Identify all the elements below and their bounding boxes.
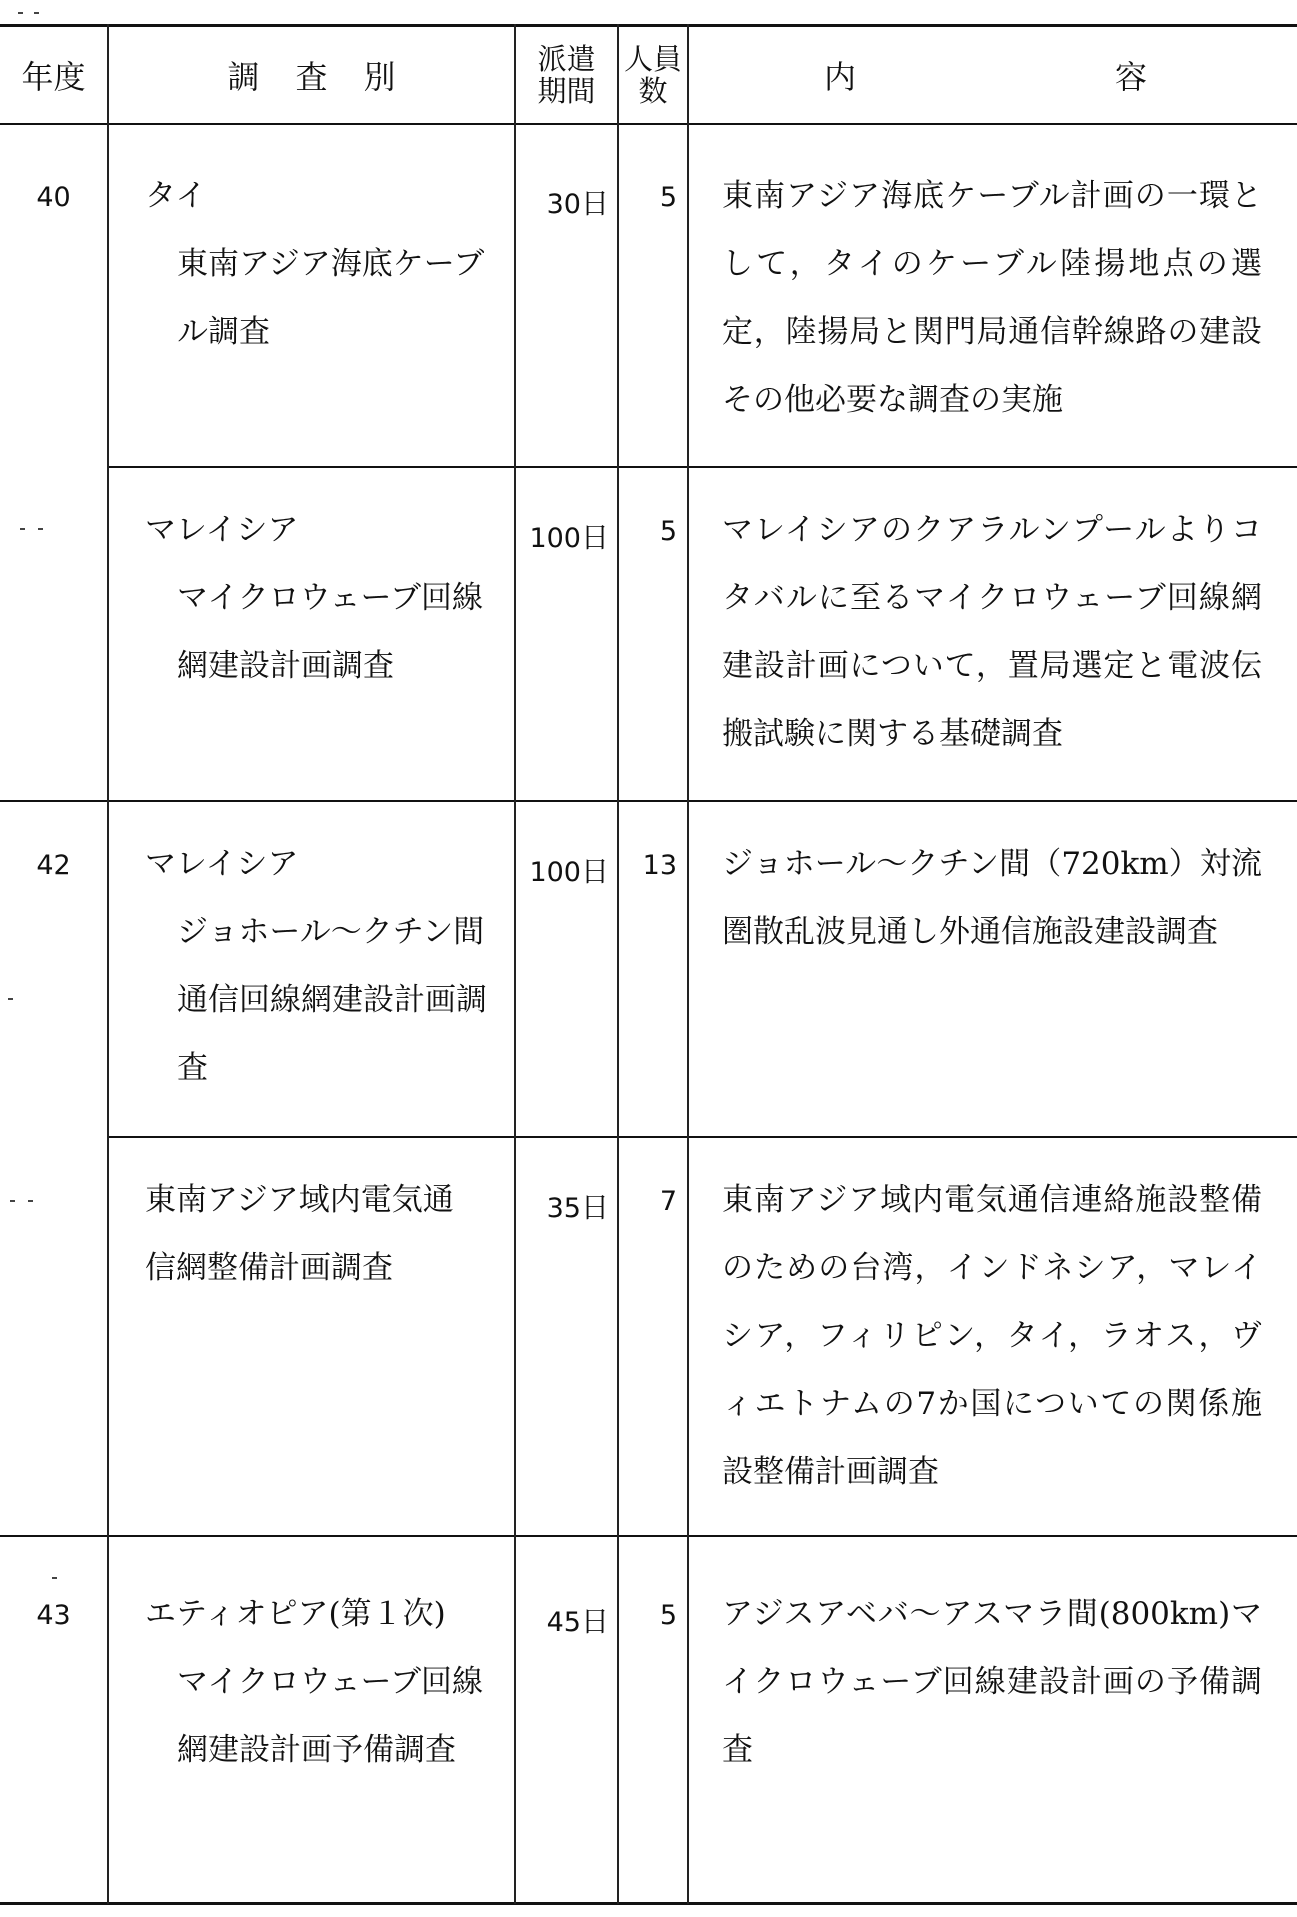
period-value: 35	[546, 1193, 581, 1224]
people-cell: 5	[659, 182, 677, 213]
content-cell: 東南アジア海底ケーブル計画の一環として，タイのケーブル陸揚地点の選定，陸揚局と関門局通信幹線路の建設その他必要な調査の実施	[722, 178, 1262, 418]
survey-country: マレイシア	[145, 846, 299, 882]
header-year: 年度	[21, 58, 86, 96]
table-bottom-rule	[0, 1902, 1297, 1905]
period-cell	[516, 1186, 609, 1226]
period-cell	[516, 516, 609, 556]
people-cell: 13	[642, 850, 677, 881]
column-rule-year	[107, 24, 109, 1904]
period-value: 100	[529, 857, 581, 888]
period-unit: 日	[580, 1191, 609, 1224]
header-survey-type: 調査別	[227, 58, 432, 96]
survey-title: 東南アジア海底ケーブル調査	[177, 246, 485, 350]
period-unit: 日	[580, 855, 609, 888]
survey-country: タイ	[145, 178, 207, 214]
header-content-left: 内	[824, 58, 857, 96]
period-value: 30	[546, 189, 581, 220]
print-mark	[18, 12, 23, 14]
period-cell	[516, 850, 609, 890]
header-bottom-rule	[0, 123, 1297, 125]
print-mark	[34, 12, 39, 14]
people-cell: 7	[659, 1186, 677, 1217]
content-cell: ジョホール～クチン間（720km）対流圏散乱波見通し外通信施設建設調査	[722, 846, 1262, 950]
header-people-line2: 数	[638, 74, 668, 108]
content-cell: 東南アジア域内電気通信連絡施設整備のための台湾，インドネシア，マレイシア，フィリピン，タイ，ラオス，ヴィエトナムの7か国についての関係施設整備計画調査	[722, 1182, 1262, 1490]
header-people-line1: 人員	[623, 42, 682, 76]
content-cell: アジスアベバ～アスマラ間(800km)マイクロウェーブ回線建設計画の予備調査	[722, 1596, 1262, 1768]
survey-cell	[145, 496, 495, 700]
survey-cell	[145, 830, 495, 1102]
row-divider	[107, 466, 1297, 468]
survey-title-line1: 東南アジア域内電気通	[145, 1182, 454, 1218]
survey-title-line2: 信網整備計画調査	[145, 1250, 393, 1286]
survey-cell	[145, 1580, 495, 1784]
survey-cell	[145, 1166, 495, 1302]
period-unit: 日	[580, 521, 609, 554]
period-unit: 日	[580, 1605, 609, 1638]
print-mark	[28, 1200, 33, 1202]
survey-country: マレイシア	[145, 512, 299, 548]
header-content-right: 容	[1114, 58, 1147, 96]
group-divider	[0, 1535, 1297, 1537]
header-content	[689, 27, 1297, 123]
print-mark	[52, 1577, 57, 1579]
year-cell: 43	[36, 1600, 71, 1631]
print-mark	[10, 1200, 15, 1202]
print-mark	[20, 528, 25, 530]
period-value: 100	[529, 523, 581, 554]
period-value: 45	[546, 1607, 581, 1638]
survey-country: エティオピア(第１次)	[145, 1596, 446, 1632]
survey-title: ジョホール～クチン間通信回線網建設計画調査	[177, 914, 487, 1086]
header-period-line1: 派遣	[537, 42, 596, 76]
survey-title: マイクロウェーブ回線網建設計画予備調査	[177, 1664, 483, 1768]
header-personnel-count	[619, 27, 687, 123]
print-mark	[8, 998, 13, 1000]
content-cell: マレイシアのクアラルンプールよりコタバルに至るマイクロウェーブ回線網建設計画について，置局選定と電波伝搬試験に関する基礎調査	[722, 512, 1262, 752]
header-period-line2: 期間	[537, 74, 596, 108]
period-cell	[516, 182, 609, 222]
survey-cell	[145, 162, 495, 366]
survey-title: マイクロウェーブ回線網建設計画調査	[177, 580, 483, 684]
header-dispatch-period	[516, 27, 617, 123]
print-mark	[38, 528, 43, 530]
year-cell: 40	[36, 182, 71, 213]
year-cell: 42	[36, 850, 71, 881]
period-cell	[516, 1600, 609, 1640]
group-divider	[0, 800, 1297, 802]
column-rule-people	[687, 24, 689, 1904]
period-unit: 日	[580, 187, 609, 220]
people-cell: 5	[659, 1600, 677, 1631]
row-divider	[107, 1136, 1297, 1138]
people-cell: 5	[659, 516, 677, 547]
